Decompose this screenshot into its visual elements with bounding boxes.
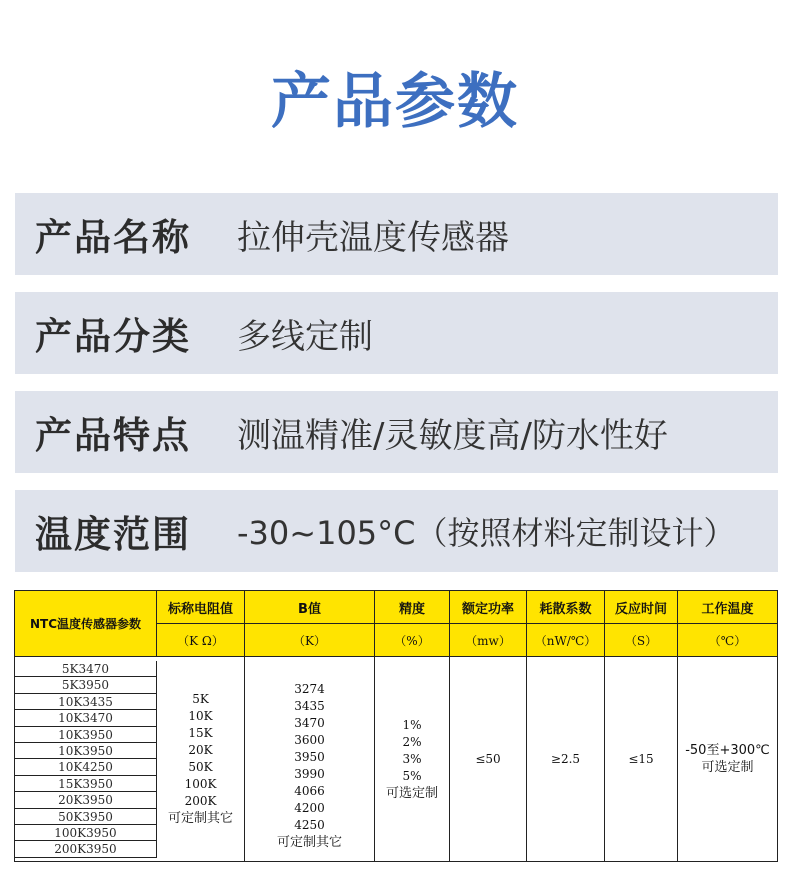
accuracy-value: 2%	[402, 734, 422, 749]
resistance-value: 20K	[188, 743, 213, 757]
header-accuracy: 精度	[375, 591, 450, 624]
accuracy-value: 1%	[402, 717, 422, 732]
resistance-value: 200K	[184, 794, 217, 808]
accuracy-value: 3%	[402, 751, 422, 766]
model-cell: 10K3950	[15, 727, 157, 743]
header-accuracy-unit: （%）	[375, 624, 450, 657]
model-cell: 10K4250	[15, 759, 157, 775]
work-temp-column	[678, 657, 777, 861]
header-b-value-unit: （K）	[245, 624, 375, 657]
info-row-temperature-range	[15, 490, 778, 572]
model-cell: 5K3950	[15, 677, 157, 693]
info-row-product-name	[15, 193, 778, 275]
model-cell: 10K3435	[15, 694, 157, 710]
info-row-product-features	[15, 391, 778, 473]
power-value: ≤50	[475, 751, 501, 766]
header-resistance-unit: （K Ω）	[157, 624, 245, 657]
header-work-temp: 工作温度	[678, 591, 777, 624]
power-column	[450, 657, 527, 861]
b-value-column	[245, 657, 375, 861]
header-work-temp-unit: （℃）	[678, 624, 777, 657]
model-cell: 100K3950	[15, 825, 157, 841]
spec-table	[14, 590, 778, 862]
page-title: 产品参数	[271, 67, 519, 137]
response-value: ≤15	[628, 751, 654, 766]
dissipation-column	[527, 657, 605, 861]
b-value: 可定制其它	[276, 835, 342, 850]
b-value: 4200	[294, 801, 325, 815]
info-label: 产品分类	[35, 315, 191, 358]
table-corner-label: NTC温度传感器参数	[15, 591, 157, 657]
dissipation-value: ≥2.5	[550, 751, 581, 766]
resistance-value: 50K	[188, 760, 213, 774]
resistance-column	[157, 657, 245, 861]
work-temp-value: 可选定制	[701, 760, 754, 775]
accuracy-value: 5%	[402, 768, 422, 783]
header-response: 反应时间	[605, 591, 678, 624]
model-cell: 10K3950	[15, 743, 157, 759]
resistance-value: 5K	[192, 692, 209, 706]
response-column	[605, 657, 678, 861]
info-value: -30~105°C（按照材料定制设计）	[237, 514, 736, 552]
model-cell: 50K3950	[15, 809, 157, 825]
header-resistance: 标称电阻值	[157, 591, 245, 624]
info-value: 测温精准/灵敏度高/防水性好	[237, 415, 668, 456]
b-value: 3600	[294, 733, 325, 747]
accuracy-column	[375, 657, 450, 861]
info-value: 拉伸壳温度传感器	[237, 217, 509, 258]
header-b-value: B值	[245, 591, 375, 624]
info-label: 产品特点	[35, 414, 191, 457]
header-power-unit: （mw）	[450, 624, 527, 657]
header-response-unit: （S）	[605, 624, 678, 657]
model-cell: 5K3470	[15, 661, 157, 677]
accuracy-value: 可选定制	[385, 785, 438, 801]
b-value: 4250	[294, 818, 325, 832]
info-value: 多线定制	[237, 316, 373, 357]
model-cell: 200K3950	[15, 841, 157, 857]
b-value: 3274	[294, 682, 325, 696]
b-value: 3990	[294, 767, 325, 781]
resistance-value: 100K	[184, 777, 217, 791]
info-row-product-category	[15, 292, 778, 374]
header-power: 额定功率	[450, 591, 527, 624]
resistance-value: 可定制其它	[167, 811, 233, 826]
b-value: 4066	[294, 784, 325, 798]
model-cell: 10K3470	[15, 710, 157, 726]
b-value: 3470	[294, 716, 325, 730]
b-value: 3435	[294, 699, 325, 713]
resistance-value: 15K	[188, 726, 213, 740]
header-dissipation: 耗散系数	[527, 591, 605, 624]
model-cell: 15K3950	[15, 776, 157, 792]
model-cell: 20K3950	[15, 792, 157, 808]
resistance-value: 10K	[188, 709, 213, 723]
header-dissipation-unit: （nW/℃）	[527, 624, 605, 657]
work-temp-value: -50至+300℃	[685, 743, 770, 758]
info-label: 产品名称	[35, 216, 191, 259]
info-label: 温度范围	[35, 513, 191, 556]
b-value: 3950	[294, 750, 325, 764]
